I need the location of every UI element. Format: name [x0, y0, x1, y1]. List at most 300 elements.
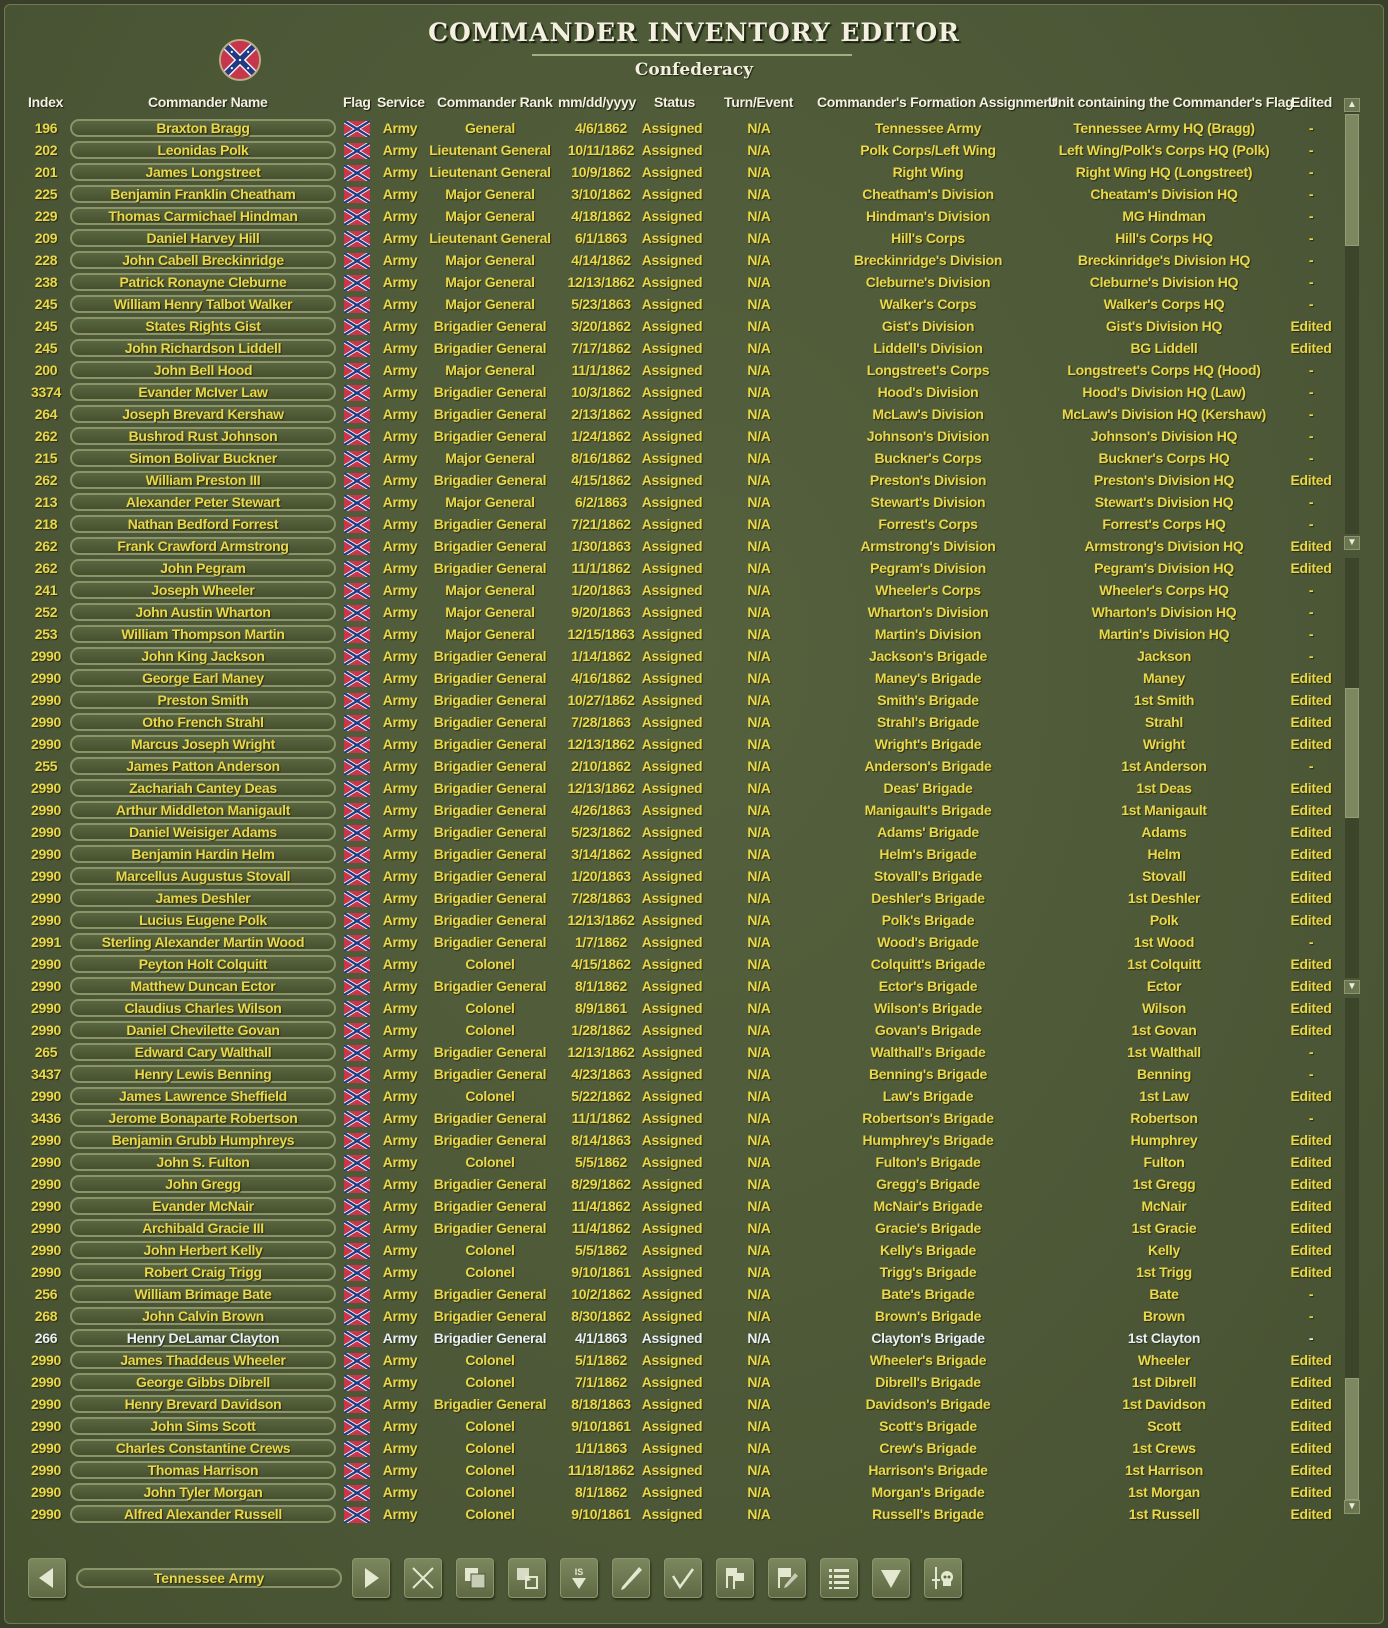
- row-formation-assignment: Humphrey's Brigade: [862, 1132, 994, 1148]
- commander-name-button[interactable]: Leonidas Polk: [70, 141, 336, 159]
- table-row[interactable]: [0, 1130, 1340, 1152]
- table-row[interactable]: [0, 558, 1340, 580]
- commander-name-button[interactable]: John Pegram: [70, 559, 336, 577]
- row-rank: Brigadier General: [433, 824, 547, 840]
- table-row[interactable]: [0, 250, 1340, 272]
- table-row[interactable]: [0, 932, 1340, 954]
- table-row[interactable]: [0, 712, 1340, 734]
- commander-name-button[interactable]: Daniel Harvey Hill: [70, 229, 336, 247]
- commander-name-button[interactable]: Joseph Brevard Kershaw: [70, 405, 336, 423]
- commander-name-button[interactable]: John Gregg: [70, 1175, 336, 1193]
- table-row[interactable]: [0, 272, 1340, 294]
- row-service: Army: [382, 626, 418, 642]
- row-rank: Major General: [445, 626, 535, 642]
- table-row[interactable]: [0, 338, 1340, 360]
- commander-name-button[interactable]: Marcus Joseph Wright: [70, 735, 336, 753]
- row-unit-flag: Stovall: [1142, 868, 1186, 884]
- row-date: 8/30/1862: [571, 1308, 631, 1324]
- table-row[interactable]: [0, 888, 1340, 910]
- header-commander-rank[interactable]: Commander Rank: [437, 94, 553, 110]
- table-row[interactable]: [0, 1306, 1340, 1328]
- row-unit-flag: Ector: [1146, 978, 1182, 994]
- table-row[interactable]: [0, 1042, 1340, 1064]
- confederate-flag-icon: [344, 1177, 370, 1193]
- table-row[interactable]: [0, 294, 1340, 316]
- commander-name-button[interactable]: Nathan Bedford Forrest: [70, 515, 336, 533]
- scrollbar-thumb[interactable]: [1345, 1378, 1359, 1500]
- commander-name-button[interactable]: Charles Constantine Crews: [70, 1439, 336, 1457]
- row-unit-flag: 1st Dibrell: [1131, 1374, 1197, 1390]
- row-index: 2990: [31, 1022, 61, 1038]
- table-row[interactable]: [0, 1240, 1340, 1262]
- confederate-flag-icon: [344, 605, 370, 621]
- row-date: 3/14/1862: [571, 846, 631, 862]
- row-turn-event: N/A: [747, 186, 771, 202]
- row-status: Assigned: [641, 428, 703, 444]
- list-button[interactable]: [820, 1558, 858, 1598]
- table-row[interactable]: [0, 1086, 1340, 1108]
- row-rank: Brigadier General: [433, 846, 547, 862]
- commander-name-button[interactable]: Alexander Peter Stewart: [70, 493, 336, 511]
- next-formation-button[interactable]: [352, 1558, 390, 1598]
- row-edited: -: [1308, 252, 1314, 268]
- row-unit-flag: Tennessee Army HQ (Bragg): [1073, 120, 1255, 136]
- row-formation-assignment: Dibrell's Brigade: [875, 1374, 981, 1390]
- scroll-down-button[interactable]: ▼: [1344, 536, 1360, 550]
- commander-name-button[interactable]: Simon Bolivar Buckner: [70, 449, 336, 467]
- edit-flag-button[interactable]: [768, 1558, 806, 1598]
- row-index: 2990: [31, 868, 61, 884]
- scroll-down-button[interactable]: ▼: [1344, 1500, 1360, 1514]
- commander-name-button[interactable]: Benjamin Franklin Cheatham: [70, 185, 336, 203]
- table-row[interactable]: [0, 998, 1340, 1020]
- row-unit-flag: Maney: [1142, 670, 1186, 686]
- row-turn-event: N/A: [747, 362, 771, 378]
- table-row[interactable]: [0, 206, 1340, 228]
- table-row[interactable]: [0, 1416, 1340, 1438]
- scrollbar-thumb[interactable]: [1345, 688, 1359, 818]
- commander-name-button[interactable]: Claudius Charles Wilson: [70, 999, 336, 1017]
- row-status: Assigned: [641, 1198, 703, 1214]
- table-row[interactable]: [0, 1504, 1340, 1526]
- row-index: 255: [34, 758, 58, 774]
- table-row[interactable]: [0, 976, 1340, 998]
- commander-name-button[interactable]: Evander McIver Law: [70, 383, 336, 401]
- row-index: 225: [34, 186, 58, 202]
- row-index: 2990: [31, 1462, 61, 1478]
- row-service: Army: [382, 428, 418, 444]
- row-rank: Major General: [445, 450, 535, 466]
- commander-name-button[interactable]: William Thompson Martin: [70, 625, 336, 643]
- row-edited: -: [1308, 1286, 1314, 1302]
- header-unit-containing-flag[interactable]: Unit containing the Commander's Flag: [1048, 94, 1294, 110]
- row-turn-event: N/A: [747, 1000, 771, 1016]
- table-row[interactable]: [0, 162, 1340, 184]
- commander-name-button[interactable]: Henry Lewis Benning: [70, 1065, 336, 1083]
- commander-name-button[interactable]: Alfred Alexander Russell: [70, 1505, 336, 1523]
- row-edited: -: [1308, 428, 1314, 444]
- header-commander-name[interactable]: Commander Name: [148, 94, 268, 110]
- row-rank: Brigadier General: [433, 1396, 547, 1412]
- table-row[interactable]: [0, 382, 1340, 404]
- row-index: 2990: [31, 1242, 61, 1258]
- commander-name-button[interactable]: James Deshler: [70, 889, 336, 907]
- row-edited: -: [1308, 582, 1314, 598]
- commander-name-button[interactable]: Benjamin Grubb Humphreys: [70, 1131, 336, 1149]
- table-row[interactable]: [0, 1482, 1340, 1504]
- commander-name-button[interactable]: Benjamin Hardin Helm: [70, 845, 336, 863]
- row-formation-assignment: Clayton's Brigade: [871, 1330, 985, 1346]
- row-date: 8/29/1862: [571, 1176, 631, 1192]
- row-status: Assigned: [641, 802, 703, 818]
- table-row-selected[interactable]: [0, 1328, 1340, 1350]
- confederate-flag-icon: [344, 583, 370, 599]
- confederate-flag-icon: [344, 517, 370, 533]
- table-row[interactable]: [0, 668, 1340, 690]
- row-edited: -: [1308, 384, 1314, 400]
- row-turn-event: N/A: [747, 1396, 771, 1412]
- table-row[interactable]: [0, 1262, 1340, 1284]
- row-turn-event: N/A: [747, 1066, 771, 1082]
- row-turn-event: N/A: [747, 208, 771, 224]
- flags-button[interactable]: [716, 1558, 754, 1598]
- commander-name-button[interactable]: James Lawrence Sheffield: [70, 1087, 336, 1105]
- row-service: Army: [382, 890, 418, 906]
- commander-name-button[interactable]: George Earl Maney: [70, 669, 336, 687]
- table-row[interactable]: [0, 734, 1340, 756]
- commander-name-button[interactable]: John S. Fulton: [70, 1153, 336, 1171]
- row-status: Assigned: [641, 1066, 703, 1082]
- table-row[interactable]: [0, 228, 1340, 250]
- header-flag[interactable]: Flag: [343, 94, 371, 110]
- table-row[interactable]: [0, 778, 1340, 800]
- commander-name-button[interactable]: Daniel Weisiger Adams: [70, 823, 336, 841]
- table-row[interactable]: [0, 800, 1340, 822]
- row-turn-event: N/A: [747, 802, 771, 818]
- row-rank: Lieutenant General: [429, 164, 551, 180]
- row-index: 2990: [31, 890, 61, 906]
- is-sort-button[interactable]: [560, 1558, 598, 1598]
- commander-name-button[interactable]: John King Jackson: [70, 647, 336, 665]
- commander-name-button[interactable]: Preston Smith: [70, 691, 336, 709]
- table-row[interactable]: [0, 1108, 1340, 1130]
- row-edited: -: [1308, 1308, 1314, 1324]
- row-service: Army: [382, 802, 418, 818]
- row-formation-assignment: Gregg's Brigade: [876, 1176, 980, 1192]
- paste-button[interactable]: [508, 1558, 546, 1598]
- row-rank: Major General: [445, 252, 535, 268]
- row-turn-event: N/A: [747, 1418, 771, 1434]
- row-formation-assignment: Smith's Brigade: [877, 692, 979, 708]
- commander-name-button[interactable]: James Longstreet: [70, 163, 336, 181]
- row-index: 196: [34, 120, 58, 136]
- paste-icon: [513, 1564, 541, 1592]
- header-service[interactable]: Service: [377, 94, 425, 110]
- commander-name-button[interactable]: John Richardson Liddell: [70, 339, 336, 357]
- table-row[interactable]: [0, 1064, 1340, 1086]
- commander-table: [0, 118, 1340, 1526]
- table-row[interactable]: [0, 1174, 1340, 1196]
- commander-name-button[interactable]: Evander McNair: [70, 1197, 336, 1215]
- sword-skull-icon: [929, 1564, 957, 1592]
- commander-name-button[interactable]: John Austin Wharton: [70, 603, 336, 621]
- commander-name-button[interactable]: Henry Brevard Davidson: [70, 1395, 336, 1413]
- commander-name-button[interactable]: Thomas Harrison: [70, 1461, 336, 1479]
- row-status: Assigned: [641, 494, 703, 510]
- row-formation-assignment: Scott's Brigade: [879, 1418, 977, 1434]
- commander-name-button[interactable]: Thomas Carmichael Hindman: [70, 207, 336, 225]
- copy-button[interactable]: [456, 1558, 494, 1598]
- row-status: Assigned: [641, 824, 703, 840]
- row-edited: -: [1308, 1044, 1314, 1060]
- row-date: 8/18/1863: [571, 1396, 631, 1412]
- row-status: Assigned: [641, 1044, 703, 1060]
- row-date: 8/9/1861: [574, 1000, 628, 1016]
- row-index: 262: [34, 538, 58, 554]
- confederate-flag-icon: [344, 847, 370, 863]
- table-row[interactable]: [0, 404, 1340, 426]
- row-date: 1/1/1863: [574, 1440, 628, 1456]
- row-unit-flag: 1st Morgan: [1128, 1484, 1200, 1500]
- previous-formation-button[interactable]: [28, 1558, 66, 1598]
- table-row[interactable]: [0, 316, 1340, 338]
- row-unit-flag: 1st Anderson: [1121, 758, 1207, 774]
- row-index: 2990: [31, 648, 61, 664]
- table-row[interactable]: [0, 624, 1340, 646]
- checkmark-icon: [669, 1564, 697, 1592]
- edit-button[interactable]: [612, 1558, 650, 1598]
- row-status: Assigned: [641, 450, 703, 466]
- table-row[interactable]: [0, 360, 1340, 382]
- commander-name-button[interactable]: John Tyler Morgan: [70, 1483, 336, 1501]
- row-edited: -: [1308, 1110, 1314, 1126]
- commander-name-button[interactable]: Joseph Wheeler: [70, 581, 336, 599]
- commander-name-button[interactable]: Archibald Gracie III: [70, 1219, 336, 1237]
- row-rank: Brigadier General: [433, 802, 547, 818]
- row-service: Army: [382, 1352, 418, 1368]
- header-edited[interactable]: Edited: [1291, 94, 1332, 110]
- row-formation-assignment: Strahl's Brigade: [876, 714, 979, 730]
- commander-name-button[interactable]: John Herbert Kelly: [70, 1241, 336, 1259]
- commander-name-button[interactable]: James Patton Anderson: [70, 757, 336, 775]
- table-row[interactable]: [0, 822, 1340, 844]
- row-status: Assigned: [641, 186, 703, 202]
- row-edited: Edited: [1290, 1352, 1332, 1368]
- commander-name-button[interactable]: Arthur Middleton Manigault: [70, 801, 336, 819]
- row-index: 262: [34, 472, 58, 488]
- filter-button[interactable]: [872, 1558, 910, 1598]
- table-row[interactable]: [0, 690, 1340, 712]
- row-date: 1/20/1863: [571, 582, 631, 598]
- header-status[interactable]: Status: [654, 94, 695, 110]
- row-unit-flag: Hood's Division HQ (Law): [1082, 384, 1246, 400]
- scroll-up-button[interactable]: ▲: [1344, 98, 1360, 112]
- row-turn-event: N/A: [747, 1022, 771, 1038]
- table-row[interactable]: [0, 118, 1340, 140]
- table-row[interactable]: [0, 756, 1340, 778]
- table-row[interactable]: [0, 580, 1340, 602]
- table-row[interactable]: [0, 1218, 1340, 1240]
- commander-name-button[interactable]: Matthew Duncan Ector: [70, 977, 336, 995]
- row-date: 12/15/1863: [567, 626, 635, 642]
- row-unit-flag: Jackson: [1137, 648, 1191, 664]
- table-row[interactable]: [0, 1394, 1340, 1416]
- commander-name-button[interactable]: George Gibbs Dibrell: [70, 1373, 336, 1391]
- flags-icon: [721, 1564, 749, 1592]
- commander-name-button[interactable]: John Bell Hood: [70, 361, 336, 379]
- row-index: 2990: [31, 802, 61, 818]
- commander-name-button[interactable]: Otho French Strahl: [70, 713, 336, 731]
- row-status: Assigned: [641, 142, 703, 158]
- commander-name-button[interactable]: Robert Craig Trigg: [70, 1263, 336, 1281]
- commander-name-button[interactable]: Patrick Ronayne Cleburne: [70, 273, 336, 291]
- row-formation-assignment: Gist's Division: [881, 318, 975, 334]
- row-rank: Brigadier General: [433, 670, 547, 686]
- table-row[interactable]: [0, 1350, 1340, 1372]
- row-rank: Colonel: [465, 1000, 515, 1016]
- table-row[interactable]: [0, 954, 1340, 976]
- formation-selector[interactable]: Tennessee Army: [76, 1568, 342, 1588]
- table-row[interactable]: [0, 492, 1340, 514]
- commander-name-button[interactable]: John Cabell Breckinridge: [70, 251, 336, 269]
- row-edited: Edited: [1290, 736, 1332, 752]
- commander-name-button[interactable]: Frank Crawford Armstrong: [70, 537, 336, 555]
- commander-name-button[interactable]: Zachariah Cantey Deas: [70, 779, 336, 797]
- header-turn-event[interactable]: Turn/Event: [724, 94, 794, 110]
- row-service: Army: [382, 736, 418, 752]
- table-row[interactable]: [0, 1196, 1340, 1218]
- casualty-button[interactable]: [924, 1558, 962, 1598]
- row-rank: General: [464, 120, 516, 136]
- commander-name-button[interactable]: Bushrod Rust Johnson: [70, 427, 336, 445]
- row-unit-flag: Fulton: [1143, 1154, 1185, 1170]
- commander-name-button[interactable]: Peyton Holt Colquitt: [70, 955, 336, 973]
- row-unit-flag: Adams: [1141, 824, 1187, 840]
- row-index: 2990: [31, 1352, 61, 1368]
- row-rank: Major General: [445, 362, 535, 378]
- row-date: 11/1/1862: [571, 560, 631, 576]
- row-service: Army: [382, 186, 418, 202]
- row-date: 4/26/1863: [571, 802, 631, 818]
- row-date: 2/10/1862: [571, 758, 631, 774]
- scrollbar-thumb[interactable]: [1345, 114, 1359, 246]
- commander-name-button[interactable]: James Thaddeus Wheeler: [70, 1351, 336, 1369]
- table-row[interactable]: [0, 646, 1340, 668]
- confirm-button[interactable]: [664, 1558, 702, 1598]
- row-edited: Edited: [1290, 912, 1332, 928]
- row-service: Army: [382, 560, 418, 576]
- table-row[interactable]: [0, 866, 1340, 888]
- confederate-flag-icon: [344, 1397, 370, 1413]
- table-row[interactable]: [0, 536, 1340, 558]
- row-index: 262: [34, 428, 58, 444]
- row-unit-flag: BG Liddell: [1130, 340, 1198, 356]
- table-row[interactable]: [0, 1020, 1340, 1042]
- row-status: Assigned: [641, 384, 703, 400]
- table-row[interactable]: [0, 140, 1340, 162]
- commander-name-button[interactable]: Henry DeLamar Clayton: [70, 1329, 336, 1347]
- header-date[interactable]: mm/dd/yyyy: [558, 94, 636, 110]
- commander-name-button[interactable]: William Brimage Bate: [70, 1285, 336, 1303]
- row-service: Army: [382, 472, 418, 488]
- commander-name-button[interactable]: Marcellus Augustus Stovall: [70, 867, 336, 885]
- row-status: Assigned: [641, 560, 703, 576]
- confederate-flag-icon: [344, 627, 370, 643]
- commander-name-button[interactable]: Sterling Alexander Martin Wood: [70, 933, 336, 951]
- row-turn-event: N/A: [747, 648, 771, 664]
- table-row[interactable]: [0, 514, 1340, 536]
- table-row[interactable]: [0, 470, 1340, 492]
- commander-name-button[interactable]: John Calvin Brown: [70, 1307, 336, 1325]
- row-formation-assignment: Morgan's Brigade: [871, 1484, 985, 1500]
- commander-name-button[interactable]: William Henry Talbot Walker: [70, 295, 336, 313]
- row-date: 4/1/1863: [574, 1330, 628, 1346]
- commander-name-button[interactable]: William Preston III: [70, 471, 336, 489]
- table-row[interactable]: [0, 1284, 1340, 1306]
- row-service: Army: [382, 956, 418, 972]
- table-row[interactable]: [0, 844, 1340, 866]
- commander-name-button[interactable]: Edward Cary Walthall: [70, 1043, 336, 1061]
- row-status: Assigned: [641, 340, 703, 356]
- row-status: Assigned: [641, 1440, 703, 1456]
- row-edited: Edited: [1290, 802, 1332, 818]
- table-row[interactable]: [0, 1372, 1340, 1394]
- row-status: Assigned: [641, 362, 703, 378]
- table-row[interactable]: [0, 448, 1340, 470]
- flag-edit-icon: [773, 1564, 801, 1592]
- table-row[interactable]: [0, 426, 1340, 448]
- table-row[interactable]: [0, 184, 1340, 206]
- table-row[interactable]: [0, 602, 1340, 624]
- row-index: 268: [34, 1308, 58, 1324]
- row-service: Army: [382, 912, 418, 928]
- confederate-flag-icon: [344, 825, 370, 841]
- table-row[interactable]: [0, 1152, 1340, 1174]
- commander-name-button[interactable]: Braxton Bragg: [70, 119, 336, 137]
- confederate-flag-icon: [344, 539, 370, 555]
- row-rank: Major General: [445, 604, 535, 620]
- commander-name-button[interactable]: Daniel Chevilette Govan: [70, 1021, 336, 1039]
- scroll-down-button[interactable]: ▼: [1344, 980, 1360, 994]
- row-unit-flag: Right Wing HQ (Longstreet): [1075, 164, 1253, 180]
- commander-name-button[interactable]: Lucius Eugene Polk: [70, 911, 336, 929]
- table-row[interactable]: [0, 1438, 1340, 1460]
- row-formation-assignment: Armstrong's Division: [860, 538, 996, 554]
- row-date: 1/28/1862: [571, 1022, 631, 1038]
- commander-name-button[interactable]: John Sims Scott: [70, 1417, 336, 1435]
- row-index: 256: [34, 1286, 58, 1302]
- row-edited: Edited: [1290, 670, 1332, 686]
- row-service: Army: [382, 1308, 418, 1324]
- row-edited: -: [1308, 1066, 1314, 1082]
- row-turn-event: N/A: [747, 912, 771, 928]
- table-row[interactable]: [0, 1460, 1340, 1482]
- confederate-flag-icon: [344, 957, 370, 973]
- commander-name-button[interactable]: States Rights Gist: [70, 317, 336, 335]
- row-formation-assignment: Forrest's Corps: [878, 516, 978, 532]
- close-button[interactable]: [404, 1558, 442, 1598]
- header-index[interactable]: Index: [28, 94, 64, 110]
- commander-name-button[interactable]: Jerome Bonaparte Robertson: [70, 1109, 336, 1127]
- row-edited: Edited: [1290, 1418, 1332, 1434]
- row-status: Assigned: [641, 1264, 703, 1280]
- row-unit-flag: 1st Trigg: [1136, 1264, 1192, 1280]
- header-formation-assignment[interactable]: Commander's Formation Assignment: [817, 94, 1057, 110]
- row-index: 3374: [31, 384, 61, 400]
- table-row[interactable]: [0, 910, 1340, 932]
- row-turn-event: N/A: [747, 1088, 771, 1104]
- confederate-flag-icon: [344, 803, 370, 819]
